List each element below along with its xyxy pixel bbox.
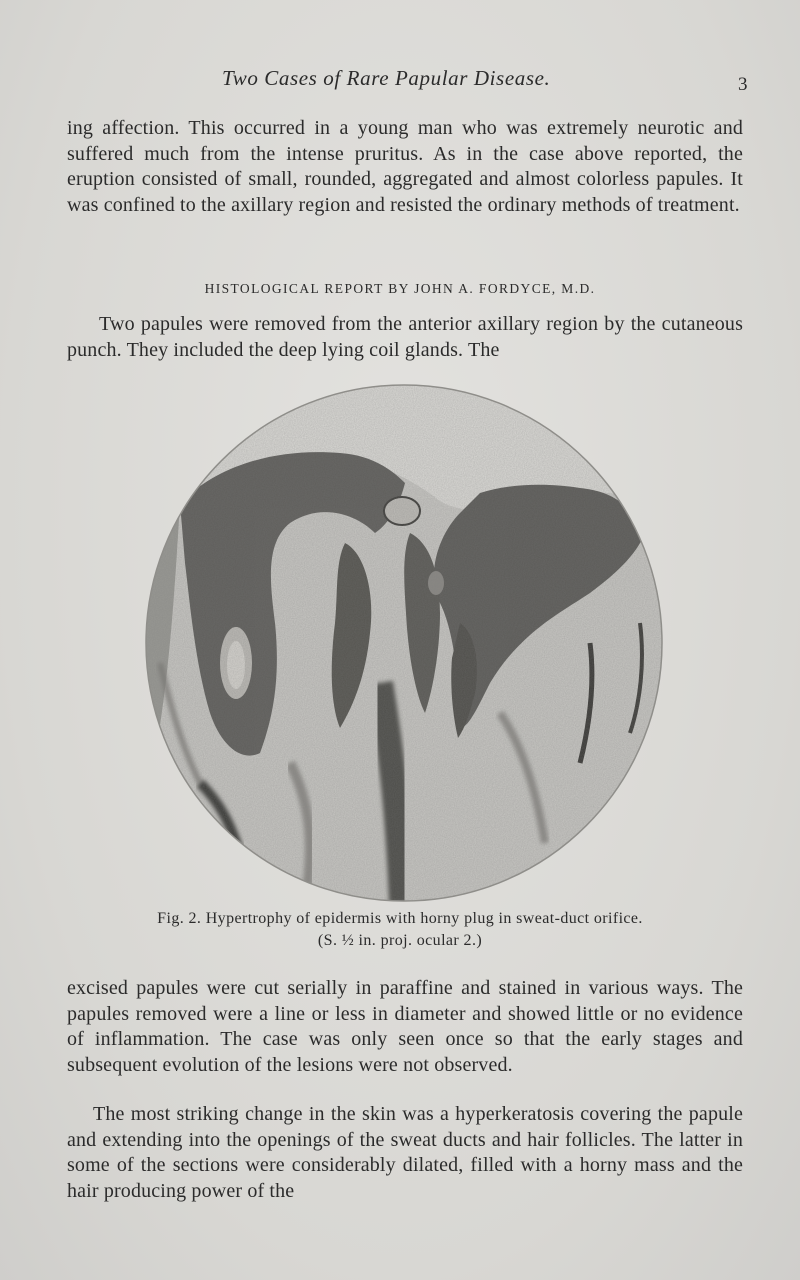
paragraph-1: ing affection. This occurred in a young man who was extremely neurotic and suffered much from the intense pruritus. As in the case above reported, the eruption consisted of small, rounded, aggregated and almost colorless papules. It was confined to the axillary region and resisted the ordinary methods of treatment.: [67, 117, 743, 216]
paragraph-3: excised papules were cut serially in paraffine and stained in various ways. The papules removed were a line or less in diameter and showed little or no evidence of inflammation. The case was only seen once so that the early stages and subsequent evolution of the lesions were not observed.: [67, 977, 743, 1076]
paragraph-4: The most striking change in the skin was a hyperkeratosis covering the papule and extending into the openings of the sweat ducts and hair follicles. The latter in some of the sections were considerably dilated, filled with a horny mass and the hair producing power of the: [67, 1103, 743, 1202]
micrograph-figure: [140, 383, 668, 903]
micrograph-image: [140, 383, 668, 903]
figure-caption-line-2: (S. ½ in. proj. ocular 2.): [317, 932, 483, 949]
page-number: 3: [738, 74, 748, 95]
section-heading: HISTOLOGICAL REPORT BY JOHN A. FORDYCE, M.D.: [204, 281, 596, 296]
figure-caption-line-1: Fig. 2. Hypertrophy of epidermis with horny plug in sweat-duct orifice.: [157, 910, 643, 927]
running-title: Two Cases of Rare Papular Disease.: [222, 66, 551, 90]
paragraph-2: Two papules were removed from the anterior axillary region by the cutaneous punch. They included the deep lying coil glands. The: [67, 313, 743, 361]
figure-caption: [0, 908, 800, 952]
running-head: [0, 64, 800, 94]
